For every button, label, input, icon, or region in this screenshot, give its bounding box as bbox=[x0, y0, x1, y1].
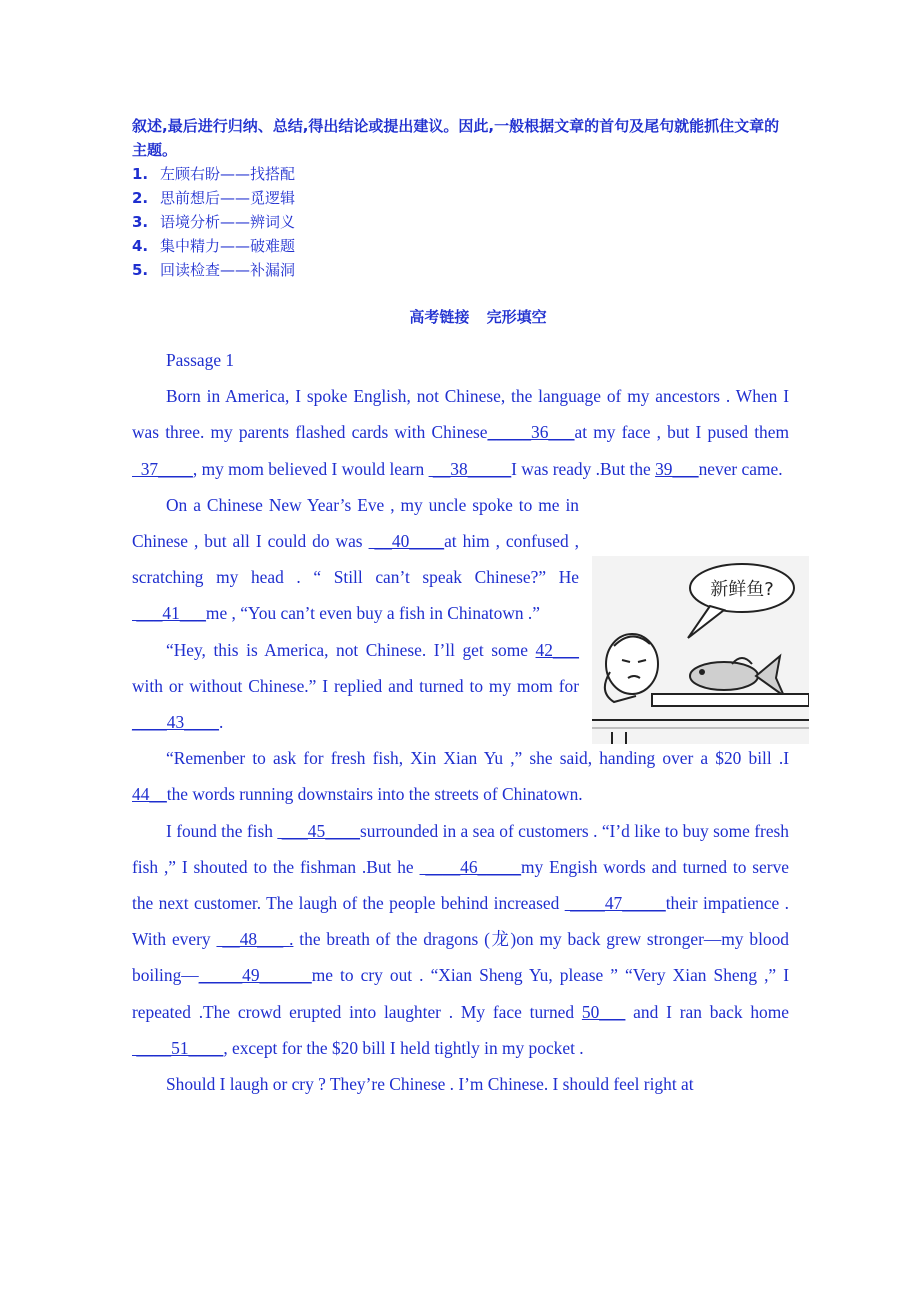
tip-text: 左顾右盼——找搭配 bbox=[160, 165, 296, 183]
tip-item bbox=[132, 186, 295, 210]
blank-40: __40____ bbox=[368, 531, 445, 552]
tip-item bbox=[132, 162, 295, 186]
tip-number: 3. bbox=[132, 213, 149, 231]
passage-label: Passage 1 bbox=[166, 350, 235, 370]
text-run: me to cry out . “Xian Sheng Yu, please ” “Very Xian Sheng ,” I repeated .The crowd erupted into laughter . My face turned bbox=[132, 965, 789, 1022]
text-run: Born in America, I spoke English, not Chinese, the language of my ancestors . When I was three. my parents flashed cards with Chinese bbox=[132, 386, 789, 443]
blank-51: ____51____ bbox=[132, 1037, 224, 1058]
passage-paragraph-4 bbox=[132, 740, 789, 812]
counter-top bbox=[652, 694, 809, 706]
blank-36: _____36___ bbox=[487, 422, 575, 443]
passage-paragraph-1 bbox=[132, 378, 789, 487]
text-run: the words running downstairs into the streets of Chinatown. bbox=[166, 784, 583, 805]
tip-number: 2. bbox=[132, 189, 149, 207]
tips-list bbox=[132, 162, 295, 282]
blank-45: ___45____ bbox=[277, 820, 360, 841]
cartoon-drawing bbox=[592, 556, 809, 744]
text-run: On a Chinese New Year’s Eve , my uncle spoke to me in Chinese , but all I could do was bbox=[132, 494, 579, 552]
speech-text: 新鲜鱼? bbox=[710, 579, 774, 600]
blank-49: _____49______ bbox=[198, 965, 312, 986]
text-run: “Remenber to ask for fresh fish, Xin Xian Yu ,” she said, handing over a $20 bill .I bbox=[166, 748, 789, 769]
text-run: with or without Chinese.” I replied and turned to my mom for bbox=[132, 675, 579, 696]
blank-41: ___41___ bbox=[132, 603, 206, 624]
tip-text: 集中精力——破难题 bbox=[160, 237, 296, 255]
text-run: I was ready .But the bbox=[511, 458, 656, 479]
blank-39: 39___ bbox=[655, 458, 699, 479]
blank-44: 44__ bbox=[132, 784, 167, 805]
text-run: at my face , but I pused them bbox=[574, 422, 789, 443]
text-run: I found the fish bbox=[166, 820, 278, 841]
text-run: , except for the $20 bill I held tightly in my pocket . bbox=[223, 1037, 584, 1058]
text-run: . bbox=[218, 712, 224, 733]
blank-43: ____43____ bbox=[132, 712, 219, 733]
blank-48-dot: . bbox=[289, 929, 294, 950]
text-run: at him , confused , scratching my head . “ Still can’t speak Chinese?” He bbox=[132, 531, 580, 588]
text-run: “Hey, this is America, not Chinese. I’ll get some bbox=[166, 639, 536, 660]
blank-42: 42___ bbox=[535, 639, 579, 660]
passage-paragraph-3 bbox=[132, 632, 579, 741]
blank-38: __38_____ bbox=[428, 458, 512, 479]
intro-paragraph: 叙述,最后进行归纳、总结,得出结论或提出建议。因此,一般根据文章的首句及尾句就能抓住文章的主题。 bbox=[132, 117, 780, 159]
text-run: Should I laugh or cry ? They’re Chinese . I’m Chinese. I should feel right at bbox=[166, 1074, 694, 1095]
tip-text: 回读检查——补漏洞 bbox=[160, 261, 296, 279]
text-run: and I ran back home bbox=[625, 1001, 789, 1022]
tip-number: 1. bbox=[132, 165, 149, 183]
blank-50: 50___ bbox=[581, 1001, 626, 1022]
text-run: their impatience . With every bbox=[132, 893, 790, 950]
passage-paragraph-6 bbox=[132, 1066, 789, 1102]
text-run: surrounded in a sea of customers . “I’d like to buy some fresh fish ,” I shouted to the fishman .But he bbox=[132, 820, 790, 877]
text-run: never came. bbox=[698, 458, 783, 479]
passage-paragraph-5 bbox=[132, 813, 789, 1066]
cartoon-illustration bbox=[592, 556, 809, 744]
tip-item bbox=[132, 234, 295, 258]
tip-item bbox=[132, 258, 295, 282]
blank-46: ____46_____ bbox=[419, 856, 522, 877]
blank-37: 37____ bbox=[132, 458, 193, 479]
blank-47: ____47_____ bbox=[564, 893, 666, 914]
passage-paragraph-2 bbox=[132, 487, 579, 632]
tip-item bbox=[132, 210, 295, 234]
fish-body bbox=[690, 662, 758, 690]
tip-text: 语境分析——辨词义 bbox=[160, 213, 296, 231]
tip-number: 5. bbox=[132, 261, 149, 279]
tip-number: 4. bbox=[132, 237, 149, 255]
text-run: me , “You can’t even buy a fish in Chinatown .” bbox=[205, 603, 540, 624]
text-run: , my mom believed I would learn bbox=[192, 458, 429, 479]
section-title: 高考链接 完形填空 bbox=[409, 308, 547, 326]
fish-eye bbox=[699, 669, 705, 675]
blank-48: __48___ bbox=[216, 929, 290, 950]
tip-text: 思前想后——觅逻辑 bbox=[160, 189, 296, 207]
text-run: my Engish words and turned to serve the next customer. The laugh of the people behind increased bbox=[132, 856, 789, 914]
text-run: the breath of the dragons (龙)on my back grew stronger—my blood boiling— bbox=[132, 929, 789, 986]
